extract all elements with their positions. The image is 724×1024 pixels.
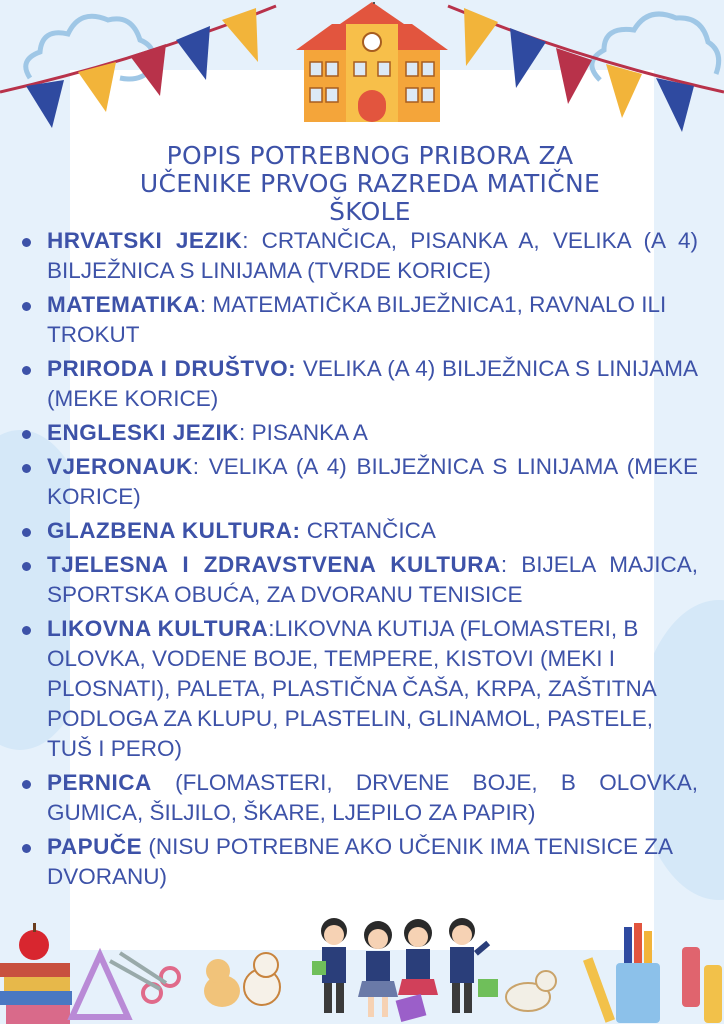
subject-label: MATEMATIKA: [47, 292, 200, 317]
item-text: (FLOMASTERI, DRVENE BOJE, B OLOVKA, GUMICA, ŠILJILO, ŠKARE, LJEPILO ZA PAPIR): [47, 770, 698, 825]
list-item: [18, 354, 698, 414]
item-text: CRTANČICA, PISANKA A, VELIKA (A 4) BILJEŽNICA S LINIJAMA (TVRDE KORICE): [47, 228, 698, 283]
separator: :: [242, 228, 262, 253]
item-text: PISANKA A: [251, 420, 368, 445]
title-line-2: UČENIKE PRVOG RAZREDA MATIČNE: [139, 169, 601, 198]
subject-label: PRIRODA I DRUŠTVO:: [47, 356, 297, 381]
item-text: LIKOVNA KUTIJA (FLOMASTERI, B OLOVKA, VODENE BOJE, TEMPERE, KISTOVI (MEKI I PLOSNATI), PALETA, PLASTIČNA ČAŠA, KRPA, ZAŠTITNA PODLOGA ZA KLUPU, PLASTELIN, GLINAMOL, PASTELE, TUŠ I PERO): [47, 616, 656, 761]
pencils-icon: [583, 923, 722, 1023]
list-item: [18, 768, 698, 828]
separator: :: [268, 616, 275, 641]
list-item: [18, 452, 698, 512]
item-text: VELIKA (A 4) BILJEŽNICA S LINIJAMA (MEKE KORICE): [47, 356, 698, 411]
list-item: [18, 832, 698, 892]
list-item: [18, 516, 698, 546]
separator: :: [239, 420, 252, 445]
subject-label: PERNICA: [47, 770, 152, 795]
separator: :: [199, 292, 213, 317]
books-icon: [0, 963, 72, 1024]
subject-label: PAPUČE: [47, 834, 143, 859]
item-text: (NISU POTREBNE AKO UČENIK IMA TENISICE ZA DVORANU): [47, 834, 672, 889]
separator: [296, 356, 303, 381]
subject-label: LIKOVNA KULTURA: [47, 616, 269, 641]
school-building-icon: [296, 2, 448, 124]
title-line-3: ŠKOLE: [329, 197, 411, 226]
list-item: [18, 290, 698, 350]
separator: :: [500, 552, 522, 577]
page-title: [100, 142, 640, 226]
subject-label: HRVATSKI JEZIK: [47, 228, 243, 253]
item-text: BIJELA MAJICA, SPORTSKA OBUĆA, ZA DVORANU TENISICE: [47, 552, 698, 607]
subject-label: VJERONAUK: [47, 454, 193, 479]
supply-list: [18, 226, 698, 896]
list-item: [18, 226, 698, 286]
children-icon: [312, 918, 498, 1022]
list-item: [18, 418, 698, 448]
subject-label: ENGLESKI JEZIK: [47, 420, 240, 445]
apple-icon: [19, 923, 49, 960]
item-text: MATEMATIČKA BILJEŽNICA1, RAVNALO ILI TROKUT: [47, 292, 667, 347]
item-text: VELIKA (A 4) BILJEŽNICA S LINIJAMA (MEKE KORICE): [47, 454, 698, 509]
subject-label: GLAZBENA KULTURA:: [47, 518, 301, 543]
separator: :: [192, 454, 209, 479]
list-item: [18, 550, 698, 610]
bottom-decoration: [0, 905, 724, 1024]
cat-icon: [204, 953, 280, 1007]
item-text: CRTANČICA: [306, 518, 436, 543]
dog-icon: [506, 971, 556, 1011]
list-item: [18, 614, 698, 764]
title-line-1: POPIS POTREBNOG PRIBORA ZA: [166, 141, 574, 170]
separator: [152, 770, 175, 795]
subject-label: TJELESNA I ZDRAVSTVENA KULTURA: [47, 552, 501, 577]
